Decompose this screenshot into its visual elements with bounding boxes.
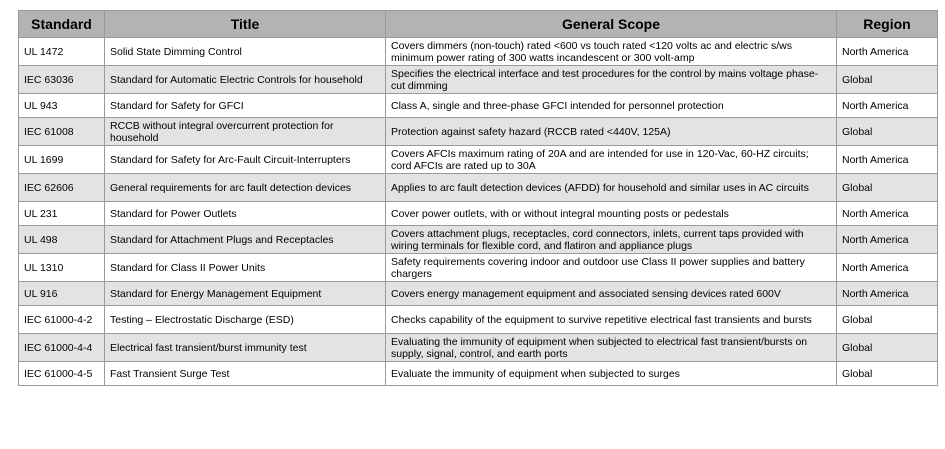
table-row bbox=[19, 254, 938, 282]
header-general-scope: General Scope bbox=[386, 11, 837, 38]
table-row bbox=[19, 66, 938, 94]
cell-standard: IEC 61008 bbox=[19, 118, 105, 146]
cell-region: Global bbox=[837, 174, 938, 202]
cell-region: North America bbox=[837, 146, 938, 174]
cell-title: Standard for Safety for Arc-Fault Circuit-Interrupters bbox=[105, 146, 386, 174]
cell-title: Standard for Automatic Electric Controls for household bbox=[105, 66, 386, 94]
cell-scope: Evaluating the immunity of equipment when subjected to electrical fast transient/bursts on supply, signal, control, and earth ports bbox=[386, 334, 837, 362]
cell-region: North America bbox=[837, 226, 938, 254]
cell-scope: Covers energy management equipment and associated sensing devices rated 600V bbox=[386, 282, 837, 306]
cell-scope: Covers dimmers (non-touch) rated <600 vs touch rated <120 volts ac and electric s/ws minimum power rating of 300 watts incandescent or 300 volt-amp bbox=[386, 38, 837, 66]
cell-standard: UL 498 bbox=[19, 226, 105, 254]
table-row bbox=[19, 146, 938, 174]
cell-region: North America bbox=[837, 282, 938, 306]
table-row bbox=[19, 334, 938, 362]
table-row bbox=[19, 202, 938, 226]
header-standard: Standard bbox=[19, 11, 105, 38]
table-row bbox=[19, 118, 938, 146]
cell-standard: UL 943 bbox=[19, 94, 105, 118]
table-row bbox=[19, 282, 938, 306]
cell-region: North America bbox=[837, 254, 938, 282]
cell-title: Fast Transient Surge Test bbox=[105, 362, 386, 386]
cell-title: Solid State Dimming Control bbox=[105, 38, 386, 66]
cell-standard: UL 231 bbox=[19, 202, 105, 226]
header-region: Region bbox=[837, 11, 938, 38]
cell-region: North America bbox=[837, 94, 938, 118]
cell-standard: UL 1310 bbox=[19, 254, 105, 282]
header-title: Title bbox=[105, 11, 386, 38]
cell-title: Electrical fast transient/burst immunity test bbox=[105, 334, 386, 362]
cell-standard: IEC 61000-4-4 bbox=[19, 334, 105, 362]
table-row bbox=[19, 174, 938, 202]
cell-title: Standard for Safety for GFCI bbox=[105, 94, 386, 118]
cell-region: Global bbox=[837, 362, 938, 386]
cell-scope: Safety requirements covering indoor and outdoor use Class II power supplies and battery chargers bbox=[386, 254, 837, 282]
cell-region: Global bbox=[837, 118, 938, 146]
cell-region: Global bbox=[837, 334, 938, 362]
cell-title: General requirements for arc fault detection devices bbox=[105, 174, 386, 202]
cell-standard: IEC 61000-4-2 bbox=[19, 306, 105, 334]
cell-standard: IEC 61000-4-5 bbox=[19, 362, 105, 386]
cell-title: Standard for Power Outlets bbox=[105, 202, 386, 226]
cell-scope: Applies to arc fault detection devices (AFDD) for household and similar uses in AC circuits bbox=[386, 174, 837, 202]
cell-standard: UL 916 bbox=[19, 282, 105, 306]
cell-region: North America bbox=[837, 202, 938, 226]
cell-title: Standard for Class II Power Units bbox=[105, 254, 386, 282]
cell-standard: IEC 63036 bbox=[19, 66, 105, 94]
table-row bbox=[19, 38, 938, 66]
cell-scope: Specifies the electrical interface and test procedures for the control by mains voltage phase-cut dimming bbox=[386, 66, 837, 94]
cell-title: Standard for Attachment Plugs and Receptacles bbox=[105, 226, 386, 254]
cell-scope: Evaluate the immunity of equipment when subjected to surges bbox=[386, 362, 837, 386]
table-body bbox=[19, 38, 938, 386]
cell-scope: Covers AFCIs maximum rating of 20A and are intended for use in 120-Vac, 60-HZ circuits; cord AFCIs are rated up to 30A bbox=[386, 146, 837, 174]
cell-scope: Protection against safety hazard (RCCB rated <440V, 125A) bbox=[386, 118, 837, 146]
cell-title: Testing – Electrostatic Discharge (ESD) bbox=[105, 306, 386, 334]
cell-title: Standard for Energy Management Equipment bbox=[105, 282, 386, 306]
cell-standard: IEC 62606 bbox=[19, 174, 105, 202]
cell-region: Global bbox=[837, 66, 938, 94]
cell-standard: UL 1472 bbox=[19, 38, 105, 66]
cell-title: RCCB without integral overcurrent protection for household bbox=[105, 118, 386, 146]
cell-scope: Covers attachment plugs, receptacles, cord connectors, inlets, current taps provided with wiring terminals for flexible cord, and flatiron and appliance plugs bbox=[386, 226, 837, 254]
cell-region: Global bbox=[837, 306, 938, 334]
cell-scope: Class A, single and three-phase GFCI intended for personnel protection bbox=[386, 94, 837, 118]
cell-region: North America bbox=[837, 38, 938, 66]
table-row bbox=[19, 226, 938, 254]
table-row bbox=[19, 306, 938, 334]
header-row bbox=[19, 11, 938, 38]
cell-scope: Cover power outlets, with or without integral mounting posts or pedestals bbox=[386, 202, 837, 226]
table-header bbox=[19, 11, 938, 38]
cell-scope: Checks capability of the equipment to survive repetitive electrical fast transients and bursts bbox=[386, 306, 837, 334]
standards-table-container bbox=[18, 10, 937, 386]
standards-table bbox=[18, 10, 938, 386]
table-row bbox=[19, 94, 938, 118]
cell-standard: UL 1699 bbox=[19, 146, 105, 174]
table-row bbox=[19, 362, 938, 386]
